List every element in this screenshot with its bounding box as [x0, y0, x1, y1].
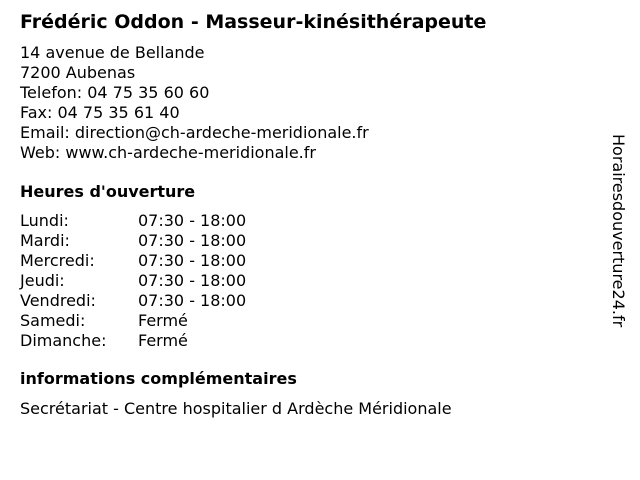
hours-day: Samedi: [20, 311, 86, 330]
fax-number: Fax: 04 75 35 61 40 [20, 103, 180, 122]
hours-row-sunday [20, 331, 600, 351]
hours-time: 07:30 - 18:00 [138, 251, 247, 270]
address-city: 7200 Aubenas [20, 63, 136, 82]
contact-block [20, 43, 600, 163]
website: Web: www.ch-ardeche-meridionale.fr [20, 143, 316, 162]
hours-row-tuesday [20, 231, 600, 251]
hours-day: Mercredi: [20, 251, 95, 270]
extra-info-text: Secrétariat - Centre hospitalier d Ardèche Méridionale [20, 399, 452, 418]
hours-time: 07:30 - 18:00 [138, 291, 247, 310]
hours-time: 07:30 - 18:00 [138, 211, 247, 230]
hours-row-thursday [20, 271, 600, 291]
hours-time: Fermé [138, 311, 188, 330]
hours-day: Lundi: [20, 211, 69, 230]
hours-row-friday [20, 291, 600, 311]
business-listing [20, 9, 600, 419]
hours-day: Mardi: [20, 231, 70, 250]
site-watermark: Horairesdouverture24.fr [609, 134, 628, 328]
hours-row-wednesday [20, 251, 600, 271]
hours-day: Vendredi: [20, 291, 96, 310]
hours-time: Fermé [138, 331, 188, 350]
hours-time: 07:30 - 18:00 [138, 231, 247, 250]
address-street: 14 avenue de Bellande [20, 43, 205, 62]
hours-heading: Heures d'ouverture [20, 182, 196, 201]
hours-row-saturday [20, 311, 600, 331]
hours-day: Dimanche: [20, 331, 107, 350]
hours-table [20, 211, 600, 351]
phone-number: Telefon: 04 75 35 60 60 [20, 83, 210, 102]
hours-row-monday [20, 211, 600, 231]
page-title: Frédéric Oddon - Masseur-kinésithérapeute [20, 11, 487, 33]
hours-time: 07:30 - 18:00 [138, 271, 247, 290]
extra-info-heading: informations complémentaires [20, 369, 297, 388]
hours-day: Jeudi: [20, 271, 65, 290]
email-address: Email: direction@ch-ardeche-meridionale.fr [20, 123, 369, 142]
